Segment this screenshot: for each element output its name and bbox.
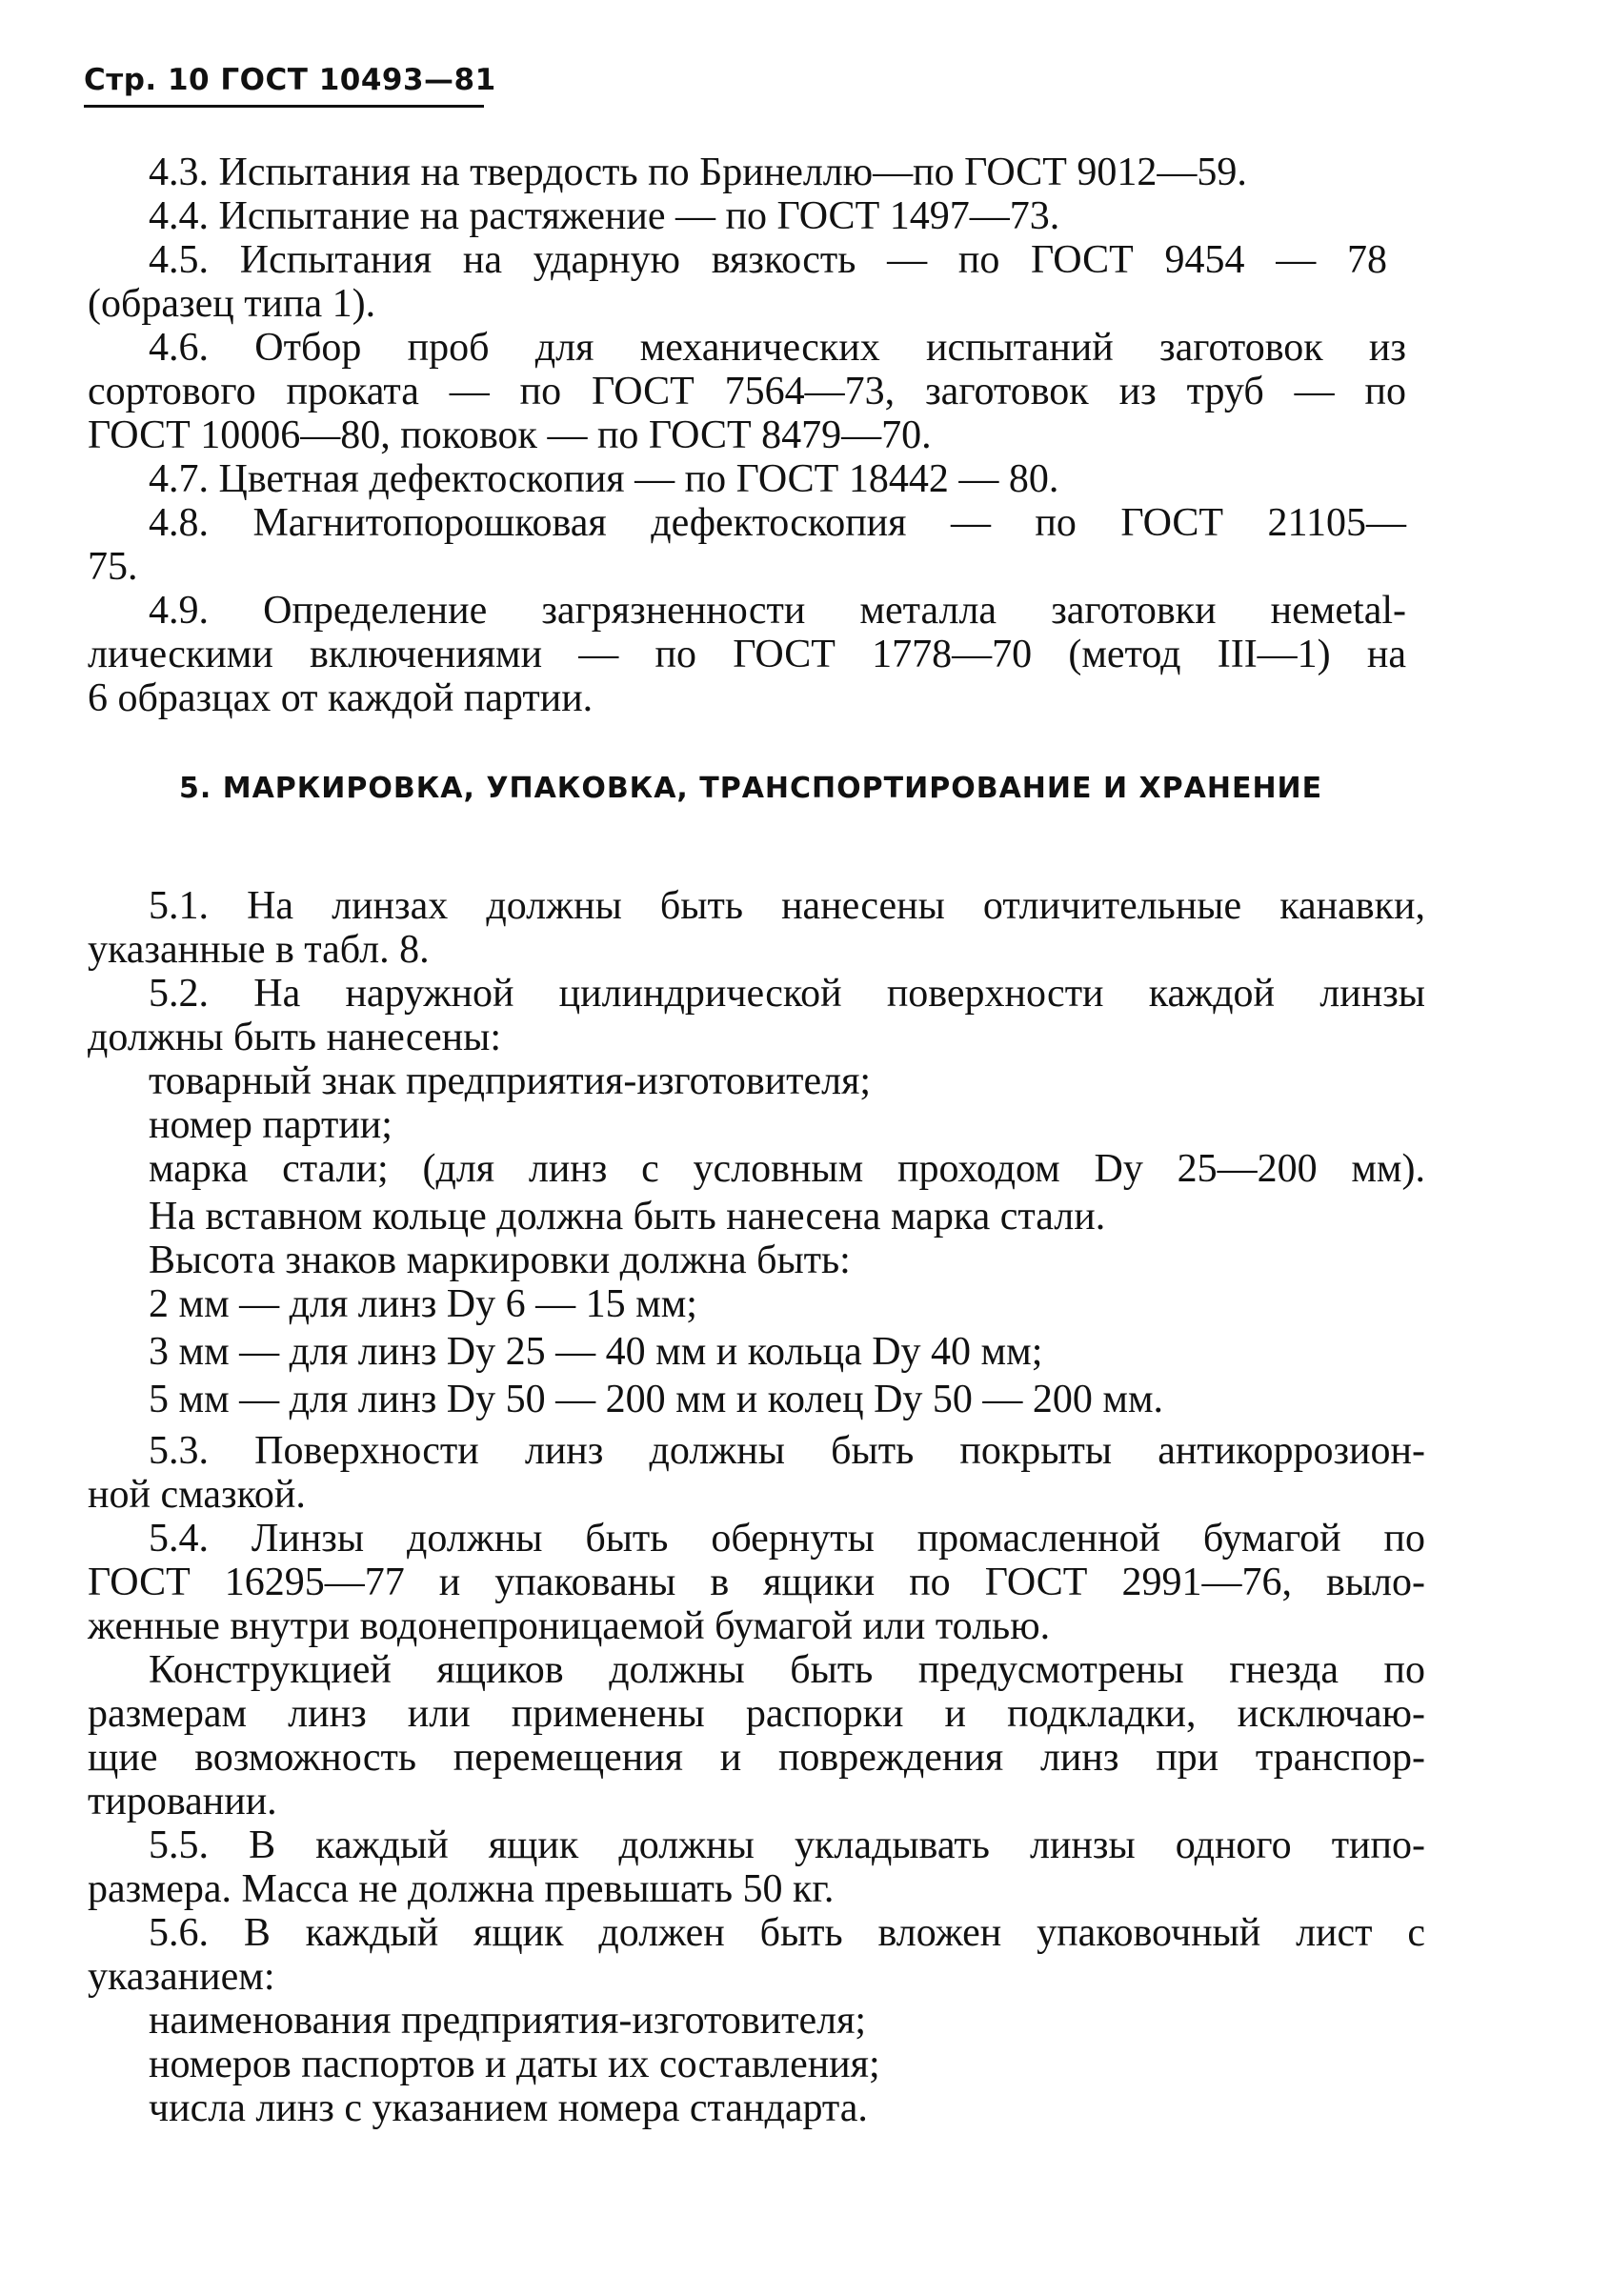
page-header: Стр. 10 ГОСТ 10493—81 <box>84 63 496 97</box>
para-5-4-box-line-1: Конструкцией ящиков должны быть предусмотрены гнезда по <box>149 1648 1425 1692</box>
marking-height-5mm: 5 мм — для линз Dу 50 — 200 мм и колец Dу 50 — 200 мм. <box>149 1378 1164 1421</box>
para-4-6-line-3: ГОСТ 10006—80, поковок — по ГОСТ 8479—70. <box>88 413 932 457</box>
para-5-6-line-2: указанием: <box>88 1955 275 1999</box>
para-5-1-line-1: 5.1. На линзах должны быть нанесены отличительные канавки, <box>149 884 1425 928</box>
para-5-4-line-2: ГОСТ 16295—77 и упакованы в ящики по ГОСТ 2991—76, выло- <box>88 1561 1425 1604</box>
para-5-4-box-line-4: тировании. <box>88 1780 277 1823</box>
para-5-1-line-2: указанные в табл. 8. <box>88 928 430 972</box>
para-5-4-line-1: 5.4. Линзы должны быть обернуты промасленной бумагой по <box>149 1517 1425 1561</box>
para-4-3: 4.3. Испытания на твердость по Бринеллю—по ГОСТ 9012—59. <box>149 151 1247 194</box>
header-rule <box>84 105 484 108</box>
marking-height-3mm: 3 мм — для линз Dу 25 — 40 мм и кольца Dу 40 мм; <box>149 1330 1043 1374</box>
para-5-4-line-3: женные внутри водонепроницаемой бумагой или толью. <box>88 1604 1051 1648</box>
para-5-4-box-line-2: размерам линз или применены распорки и подкладки, исключаю- <box>88 1692 1425 1736</box>
para-4-7: 4.7. Цветная дефектоскопия — по ГОСТ 18442 — 80. <box>149 457 1059 501</box>
para-4-5-line-2: (образец типа 1). <box>88 282 376 326</box>
para-5-3-line-1: 5.3. Поверхности линз должны быть покрыты антикоррозион- <box>149 1429 1425 1473</box>
para-4-9-line-2: лическими включениями — по ГОСТ 1778—70 (метод III—1) на <box>88 633 1406 676</box>
para-4-9-line-1: 4.9. Определение загрязненности металла заготовки немetal- <box>149 589 1406 633</box>
para-5-4-box-line-3: щие возможность перемещения и повреждения линз при транспор- <box>88 1736 1425 1780</box>
para-5-5-line-2: размера. Масса не должна превышать 50 кг. <box>88 1867 835 1911</box>
marking-item-steel: марка стали; (для линз с условным проходом Dу 25—200 мм). <box>149 1147 1425 1191</box>
packing-item-manufacturer: наименования предприятия-изготовителя; <box>149 1999 867 2043</box>
marking-height-heading: Высота знаков маркировки должна быть: <box>149 1239 851 1282</box>
para-5-2-line-2: должны быть нанесены: <box>88 1016 502 1059</box>
para-4-8-line-1: 4.8. Магнитопорошковая дефектоскопия — по ГОСТ 21105— <box>149 501 1406 545</box>
para-4-5-line-1: 4.5. Испытания на ударную вязкость — по ГОСТ 9454 — 78 <box>149 238 1387 282</box>
para-4-8-line-2: 75. <box>88 545 138 589</box>
para-4-6-line-1: 4.6. Отбор проб для механических испытаний заготовок из <box>149 326 1406 370</box>
marking-item-batch: номер партии; <box>149 1103 393 1147</box>
packing-item-lens-count: числа линз с указанием номера стандарта. <box>149 2086 868 2130</box>
marking-height-2mm: 2 мм — для линз Dу 6 — 15 мм; <box>149 1282 697 1326</box>
para-5-2-line-1: 5.2. На наружной цилиндрической поверхности каждой линзы <box>149 972 1425 1016</box>
para-5-3-line-2: ной смазкой. <box>88 1473 306 1517</box>
packing-item-passports: номеров паспортов и даты их составления; <box>149 2043 880 2086</box>
para-5-6-line-1: 5.6. В каждый ящик должен быть вложен упаковочный лист с <box>149 1911 1425 1955</box>
para-5-5-line-1: 5.5. В каждый ящик должны укладывать линзы одного типо- <box>149 1823 1425 1867</box>
marking-ring: На вставном кольце должна быть нанесена марка стали. <box>149 1195 1106 1239</box>
section-5-title: 5. МАРКИРОВКА, УПАКОВКА, ТРАНСПОРТИРОВАНИЕ И ХРАНЕНИЕ <box>179 772 1323 805</box>
para-4-4: 4.4. Испытание на растяжение — по ГОСТ 1497—73. <box>149 194 1060 238</box>
para-4-6-line-2: сортового проката — по ГОСТ 7564—73, заготовок из труб — по <box>88 370 1406 413</box>
para-4-9-line-3: 6 образцах от каждой партии. <box>88 676 594 720</box>
marking-item-trademark: товарный знак предприятия-изготовителя; <box>149 1059 872 1103</box>
